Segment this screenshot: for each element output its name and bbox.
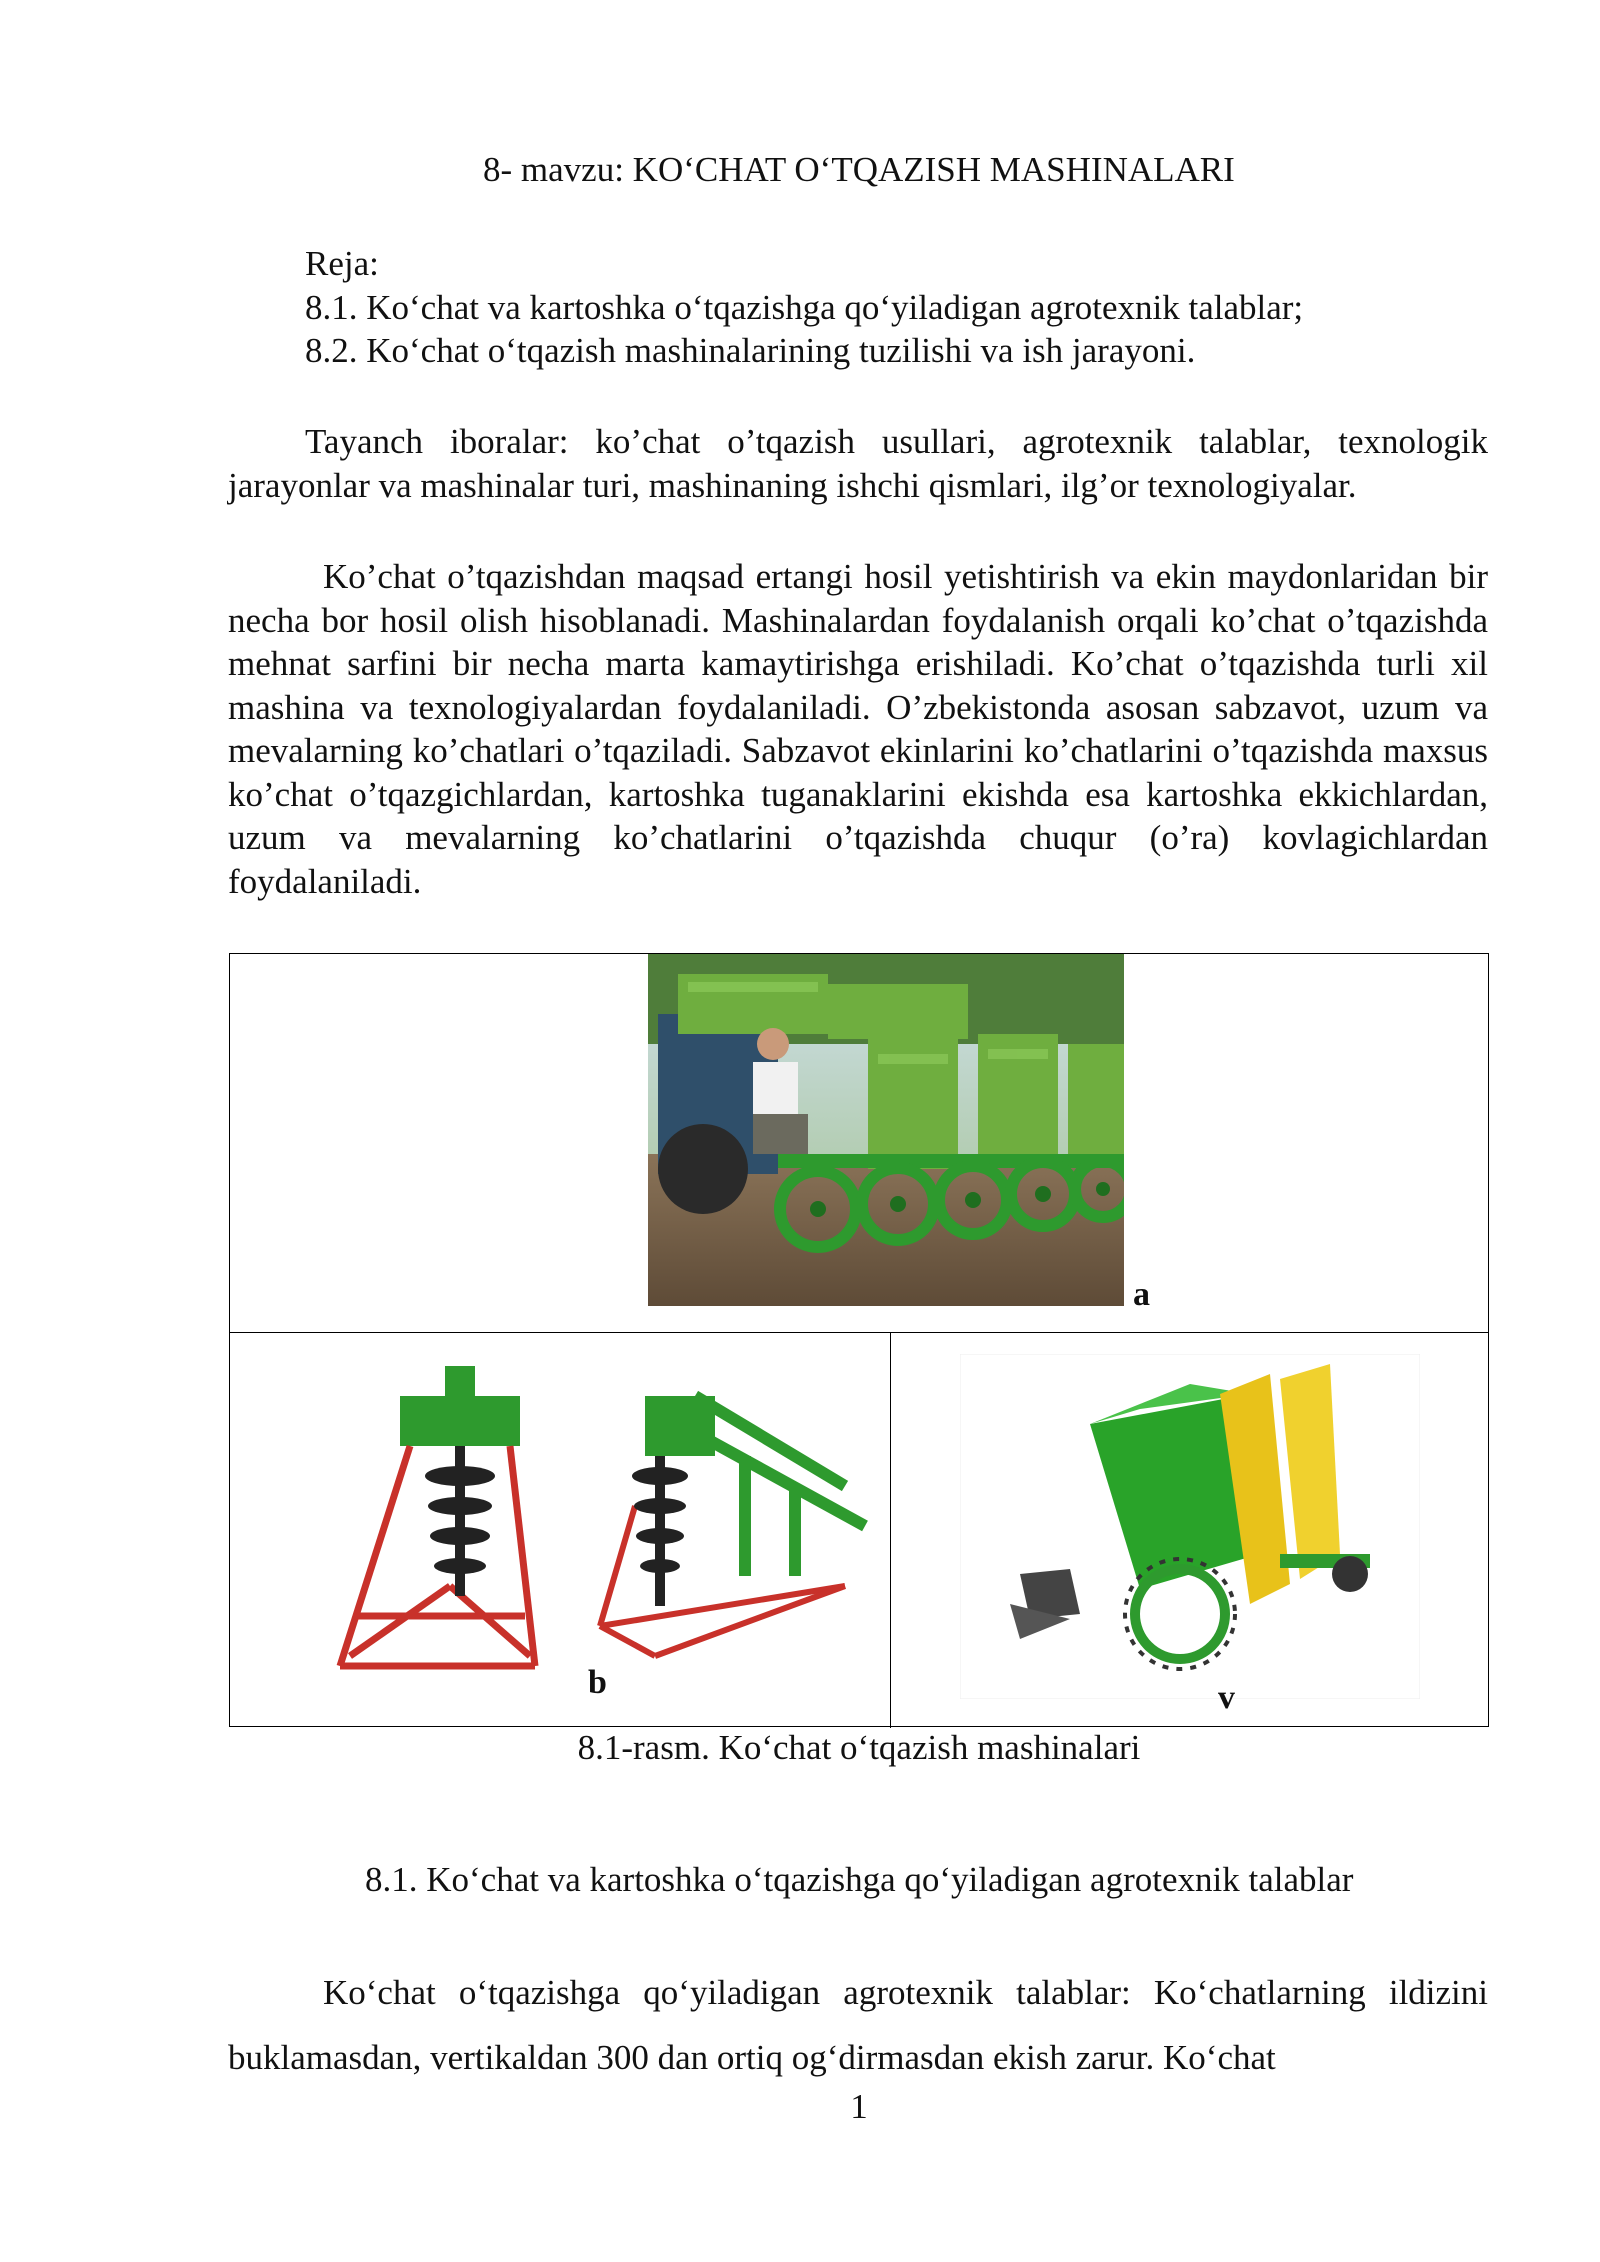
- page-title: 8- mavzu: KO‘CHAT O‘TQAZISH MASHINALARI: [483, 150, 1235, 189]
- intro-paragraph: Ko’chat o’tqazishdan maqsad ertangi hosil yetishtirish va ekin maydonlaridan bir necha bor hosil olish hisoblanadi. Mashinalardan foydalanish orqali ko’chat o’tqazishda mehnat sarfini bir necha marta kamaytirishga erishiladi. Ko’chat o’tqazishda turli xil mashina va texnologiyalardan foydalaniladi. O’zbekistonda asosan sabzavot, uzum va mevalarning ko’chatlari o’tqaziladi. Sabzavot ekinlarini ko’chatlarini o’tqazishda maxsus ko’chat o’tqazgichlardan, kartoshka tuganaklarini ekishda esa kartoshka ekkichlardan, uzum va mevalarning ko’chatlarini o’tqazishda chuqur (o’ra) kovlagichlardan foydalaniladi.: [228, 557, 1488, 901]
- plan-heading: Reja:: [305, 244, 379, 283]
- auger-digger-front-image: [330, 1356, 600, 1686]
- figure-label-v: v: [1218, 1679, 1235, 1716]
- page-number: 1: [850, 2087, 868, 2126]
- plan-item: 8.1. Ko‘chat va kartoshka o‘tqazishga qo‘yiladigan agrotexnik talablar;: [305, 287, 1304, 327]
- potato-planter-image: [960, 1354, 1420, 1699]
- figure-label-a: a: [1133, 1276, 1150, 1313]
- figure-divider-horizontal: [230, 1332, 1488, 1333]
- section-heading: 8.1. Ko‘chat va kartoshka o‘tqazishga qo‘yiladigan agrotexnik talablar: [365, 1860, 1354, 1899]
- figure-caption: 8.1-rasm. Ko‘chat o‘tqazish mashinalari: [577, 1728, 1141, 1767]
- figure-label-b: b: [588, 1664, 607, 1701]
- figure-frame: [229, 953, 1489, 1727]
- section-paragraph: Ko‘chat o‘tqazishga qo‘yiladigan agrotexnik talablar: Ko‘chatlarning ildizini buklamasdan, vertikaldan 300 dan ortiq og‘dirmasdan ekish zarur. Ko‘chat: [228, 1973, 1488, 2077]
- plan-item: 8.2. Ko‘chat o‘tqazish mashinalarining tuzilishi va ish jarayoni.: [305, 331, 1196, 370]
- keywords-paragraph: Tayanch iboralar: ko’chat o’tqazish usullari, agrotexnik talablar, texnologik jarayonlar va mashinalar turi, mashinaning ishchi qismlari, ilg’or texnologiyalar.: [228, 422, 1488, 505]
- auger-digger-side-image: [595, 1356, 885, 1666]
- transplanter-photo: [648, 954, 1124, 1306]
- plan-block: [305, 242, 1505, 373]
- figure-divider-vertical: [890, 1332, 891, 1728]
